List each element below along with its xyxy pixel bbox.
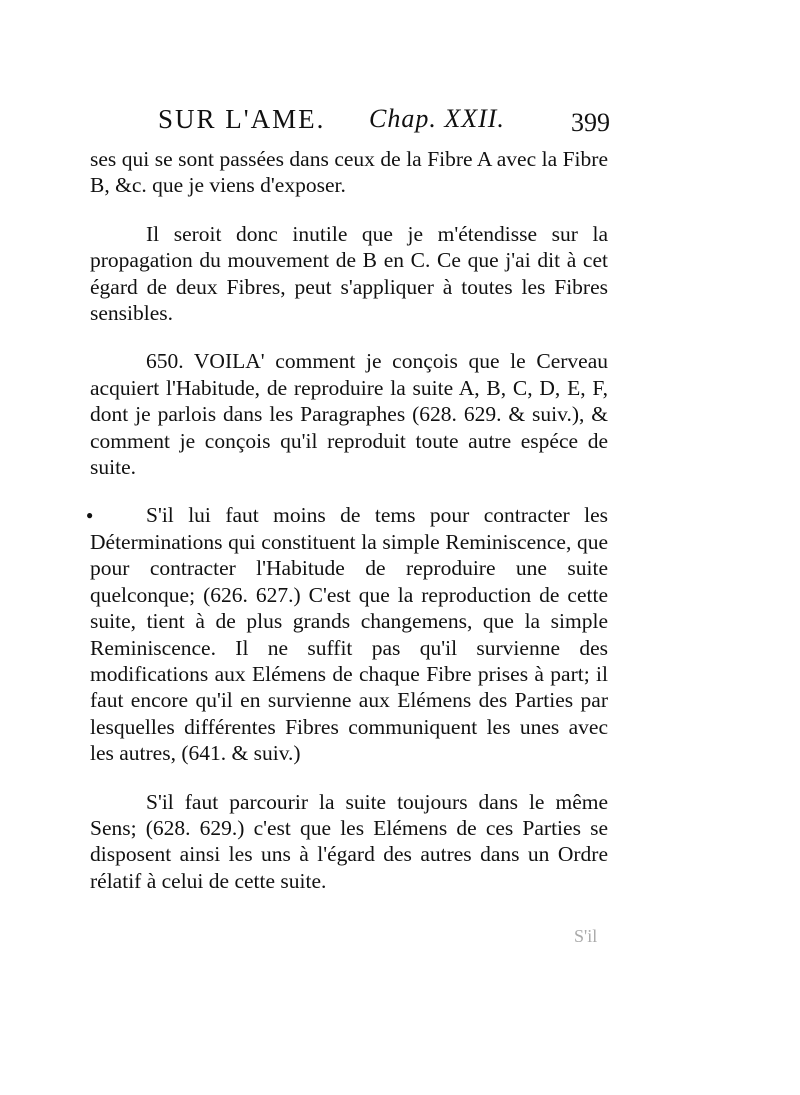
- running-title: SUR L'AME.: [158, 104, 326, 134]
- page-header: [158, 100, 610, 140]
- page-number: 399: [571, 108, 610, 137]
- catchword: S'il: [574, 926, 598, 946]
- chapter-label: Chap. XXII.: [369, 104, 505, 133]
- paragraph: S'il faut parcourir la suite toujours dans le même Sens; (628. 629.) c'est que les Elémens de ces Parties se disposent ainsi les uns à l'égard des autres dans un Ordre rélatif à celui de cette suite.: [90, 789, 608, 893]
- paragraph: Il seroit donc inutile que je m'étendisse sur la propagation du mouvement de B en C. Ce que j'ai dit à cet égard de deux Fibres, peut s'appliquer à toutes les Fibres sensibles.: [90, 221, 608, 326]
- bullet-mark: ●: [86, 508, 94, 522]
- page-body: [86, 146, 608, 894]
- paragraph-continuation: ses qui se sont passées dans ceux de la Fibre A avec la Fibre B, &c. que je viens d'exposer.: [90, 147, 608, 198]
- paragraph-650: 650. VOILA' comment je conçois que le Cerveau acquiert l'Habitude, de reproduire la suite A, B, C, D, E, F, dont je parlois dans les Paragraphes (628. 629. & suiv.), & comment je conçois qu'il reproduit toute autre espéce de suite.: [90, 349, 608, 480]
- paragraph: S'il lui faut moins de tems pour contracter les Déterminations qui constituent la simple Reminiscence, que pour contracter l'Habitude de reproduire une suite quelconque; (626. 627.) C'est que la reproduction de cette suite, tient à de plus grands changemens, que la simple Reminiscence. Il ne suffit pas qu'il survienne des modifications aux Elémens de chaque Fibre prises à part; il faut encore qu'il en survienne aux Elémens des Parties par lesquelles différentes Fibres communiquent les unes avec les autres, (641. & suiv.): [90, 503, 608, 766]
